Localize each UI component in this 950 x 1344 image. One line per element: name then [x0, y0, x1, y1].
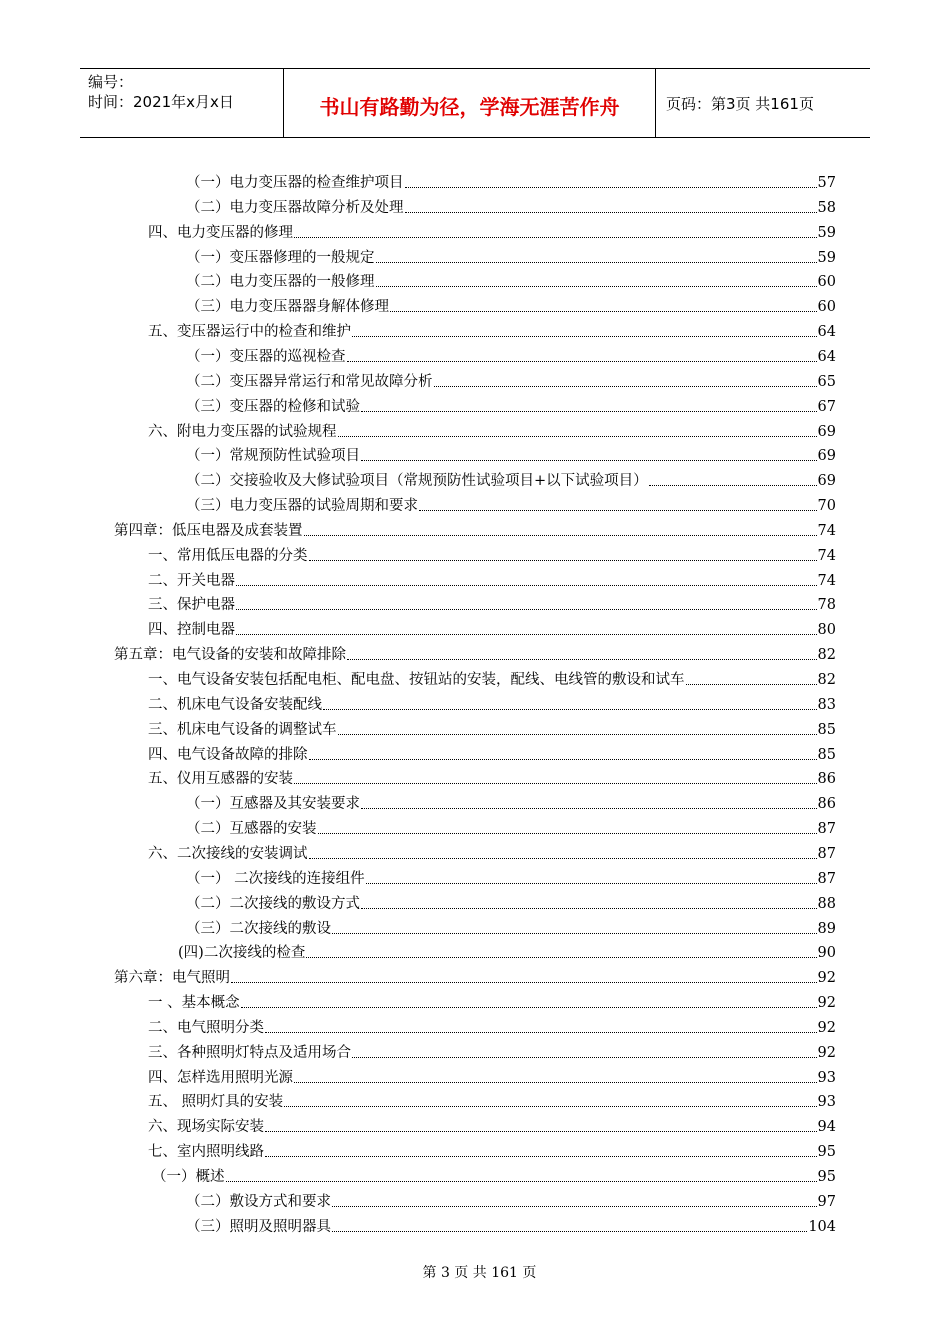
toc-entry-page: 74: [817, 547, 836, 564]
toc-dot-leader: [352, 335, 817, 337]
toc-entry[interactable]: [148, 1063, 836, 1087]
toc-entry[interactable]: [114, 640, 836, 664]
toc-entry-page: 83: [817, 696, 836, 713]
toc-dot-leader: [366, 882, 817, 884]
toc-entry-page: 87: [817, 821, 836, 838]
toc-dot-leader: [265, 1031, 817, 1033]
toc-entry-page: 82: [817, 672, 836, 688]
toc-entry-page: 59: [817, 224, 836, 241]
toc-entry-title: 第四章：低压电器及成套装置: [114, 522, 303, 539]
toc-entry[interactable]: [148, 218, 836, 242]
page-footer: [0, 1246, 950, 1282]
toc-entry[interactable]: [186, 491, 836, 515]
toc-dot-leader: [236, 584, 817, 586]
toc-entry-title: (四)二次接线的检查: [178, 945, 306, 962]
toc-entry-page: 85: [817, 721, 836, 738]
toc-entry-title: 第五章：电气设备的安装和故障排除: [114, 647, 346, 664]
toc-entry-title: （一）互感器及其安装要求: [186, 796, 360, 813]
toc-entry[interactable]: [186, 1212, 836, 1236]
toc-entry-page: 85: [817, 746, 836, 763]
toc-entry-page: 64: [817, 324, 836, 341]
toc-dot-leader: [284, 1105, 816, 1107]
toc-entry[interactable]: [186, 342, 836, 366]
toc-dot-leader: [338, 733, 817, 735]
toc-entry[interactable]: [186, 168, 836, 192]
toc-dot-leader: [332, 932, 817, 934]
toc-entry-page: 69: [817, 473, 836, 490]
toc-entry-title: （三）照明及照明器具: [186, 1218, 331, 1235]
toc-dot-leader: [347, 360, 817, 362]
toc-dot-leader: [361, 907, 817, 909]
toc-entry-page: 82: [817, 647, 836, 664]
toc-entry-page: 87: [817, 845, 836, 862]
toc-entry[interactable]: [186, 889, 836, 913]
toc-dot-leader: [231, 981, 817, 983]
header-info-cell: [80, 69, 284, 137]
toc-entry[interactable]: [186, 814, 836, 838]
toc-dot-leader: [361, 807, 817, 809]
toc-entry-title: 一、电气设备安装包括配电柜、配电盘、按钮站的安装，配线、电线管的敷设和试车: [148, 672, 685, 688]
toc-entry[interactable]: [148, 317, 836, 341]
date-line: 时间：2021年x月x日: [88, 93, 234, 111]
toc-entry[interactable]: [186, 466, 836, 490]
toc-entry-page: 94: [817, 1119, 836, 1136]
toc-entry-title: 四、电气设备故障的排除: [148, 746, 308, 763]
toc-entry-title: 二、开关电器: [148, 572, 235, 589]
toc-entry-title: 七、室内照明线路: [148, 1144, 264, 1161]
toc-dot-leader: [306, 956, 816, 958]
toc-entry-title: 四、控制电器: [148, 622, 235, 639]
toc-dot-leader: [376, 285, 817, 287]
toc-entry[interactable]: [114, 516, 836, 540]
toc-entry[interactable]: [148, 988, 836, 1012]
toc-dot-leader: [361, 410, 817, 412]
toc-entry-page: 74: [817, 572, 836, 589]
toc-entry-title: （二）交接验收及大修试验项目（常规预防性试验项目+以下试验项目）: [186, 473, 648, 490]
toc-entry[interactable]: [148, 764, 836, 788]
toc-entry[interactable]: [148, 665, 836, 689]
toc-entry-page: 78: [817, 597, 836, 614]
toc-entry-page: 93: [817, 1094, 836, 1111]
toc-entry-title: 一 、基本概念: [148, 995, 240, 1012]
toc-entry[interactable]: [114, 963, 836, 987]
toc-entry[interactable]: [148, 417, 836, 441]
toc-entry[interactable]: [148, 1087, 836, 1111]
toc-entry-page: 95: [817, 1169, 836, 1185]
toc-entry-title: 三、各种照明灯特点及适用场合: [148, 1044, 351, 1061]
toc-entry-title: （二）敷设方式和要求: [186, 1193, 331, 1210]
toc-entry-title: （三）电力变压器器身解体修理: [186, 299, 389, 316]
motto-text: 书山有路勤为径，学海无涯苦作舟: [319, 95, 620, 119]
toc-dot-leader: [304, 534, 817, 536]
toc-entry-page: 104: [808, 1218, 836, 1235]
toc-entry-page: 69: [817, 448, 836, 465]
toc-entry-title: （二）电力变压器故障分析及处理: [186, 199, 404, 216]
toc-entry[interactable]: [186, 864, 836, 888]
toc-entry-page: 92: [817, 995, 836, 1012]
toc-dot-leader: [294, 782, 817, 784]
toc-entry-page: 59: [817, 249, 836, 266]
toc-entry-title: 六、现场实际安装: [148, 1119, 264, 1136]
serial-number-label: 编号：: [88, 73, 134, 91]
toc-dot-leader: [376, 261, 817, 263]
toc-entry[interactable]: [186, 441, 836, 465]
toc-entry-title: 五、变压器运行中的检查和维护: [148, 324, 351, 341]
toc-entry-page: 97: [817, 1193, 836, 1210]
toc-entry[interactable]: [148, 715, 836, 739]
toc-entry-page: 90: [817, 945, 836, 962]
toc-dot-leader: [332, 1205, 817, 1207]
toc-entry-page: 64: [817, 348, 836, 365]
toc-entry[interactable]: [148, 615, 836, 639]
toc-entry-page: 86: [817, 771, 836, 788]
toc-dot-leader: [419, 509, 817, 511]
toc-dot-leader: [265, 1155, 817, 1157]
toc-entry-page: 57: [817, 175, 836, 191]
toc-entry-title: （三）二次接线的敷设: [186, 920, 331, 937]
page-header: [80, 68, 870, 138]
toc-dot-leader: [649, 484, 817, 486]
toc-entry-title: 一、常用低压电器的分类: [148, 547, 308, 564]
toc-entry-page: 80: [817, 622, 836, 639]
toc-entry-title: （一） 二次接线的连接组件: [186, 870, 365, 887]
toc-dot-leader: [332, 1230, 807, 1232]
toc-dot-leader: [309, 857, 817, 859]
toc-entry-title: 四、电力变压器的修理: [148, 224, 293, 241]
toc-dot-leader: [309, 758, 817, 760]
toc-dot-leader: [347, 658, 817, 660]
toc-entry-title: 三、机床电气设备的调整试车: [148, 721, 337, 738]
toc-entry-title: 四、怎样选用照明光源: [148, 1069, 293, 1086]
toc-dot-leader: [318, 832, 817, 834]
toc-entry-page: 88: [817, 895, 836, 912]
toc-entry-title: 二、电气照明分类: [148, 1019, 264, 1036]
toc-entry[interactable]: [148, 541, 836, 565]
toc-entry[interactable]: [148, 740, 836, 764]
toc-dot-leader: [405, 211, 817, 213]
toc-dot-leader: [390, 310, 817, 312]
toc-entry-page: 74: [817, 522, 836, 539]
toc-dot-leader: [265, 1130, 817, 1132]
toc-entry[interactable]: [178, 938, 836, 962]
toc-entry-page: 58: [817, 199, 836, 216]
toc-entry-title: （二）变压器异常运行和常见故障分析: [186, 373, 433, 390]
toc-entry-page: 87: [817, 870, 836, 887]
toc-entry-title: （二）互感器的安装: [186, 821, 317, 838]
toc-entry-page: 93: [817, 1069, 836, 1086]
toc-entry-title: （一）电力变压器的检查维护项目: [186, 175, 404, 191]
toc-entry-title: 三、保护电器: [148, 597, 235, 614]
header-motto-cell: [284, 69, 656, 137]
toc-entry[interactable]: [148, 839, 836, 863]
toc-entry[interactable]: [148, 1137, 836, 1161]
page-info: 页码：第3页 共161页: [666, 95, 814, 113]
toc-dot-leader: [323, 708, 817, 710]
toc-dot-leader: [241, 1006, 817, 1008]
toc-entry[interactable]: [148, 1038, 836, 1062]
toc-dot-leader: [434, 385, 817, 387]
toc-entry-title: 第六章：电气照明: [114, 970, 230, 987]
toc-entry[interactable]: [186, 193, 836, 217]
toc-entry[interactable]: [186, 1187, 836, 1211]
toc-entry[interactable]: [148, 566, 836, 590]
toc-entry-page: 67: [817, 398, 836, 415]
toc-entry-page: 92: [817, 1019, 836, 1036]
toc-entry-title: 六、附电力变压器的试验规程: [148, 423, 337, 440]
toc-entry-title: （一）概述: [152, 1169, 225, 1185]
toc-dot-leader: [309, 559, 817, 561]
toc-entry-page: 69: [817, 423, 836, 440]
toc-entry-page: 86: [817, 796, 836, 813]
toc-dot-leader: [686, 683, 817, 685]
toc-entry[interactable]: [186, 914, 836, 938]
toc-entry[interactable]: [186, 292, 836, 316]
toc-dot-leader: [236, 608, 817, 610]
toc-entry-page: 89: [817, 920, 836, 937]
toc-entry-title: （一）常规预防性试验项目: [186, 448, 360, 465]
toc-entry[interactable]: [186, 392, 836, 416]
toc-entry-title: （二）二次接线的敷设方式: [186, 895, 360, 912]
toc-entry-title: （三）变压器的检修和试验: [186, 398, 360, 415]
toc-dot-leader: [226, 1180, 817, 1182]
toc-dot-leader: [236, 633, 817, 635]
toc-entry[interactable]: [186, 367, 836, 391]
toc-dot-leader: [338, 435, 817, 437]
toc-entry[interactable]: [186, 243, 836, 267]
toc-entry-page: 65: [817, 373, 836, 390]
toc-entry-title: 六、二次接线的安装调试: [148, 845, 308, 862]
footer-page-number: 第 3 页 共 161 页: [422, 1265, 537, 1281]
toc-dot-leader: [405, 186, 817, 188]
toc-entry-title: （一）变压器修理的一般规定: [186, 249, 375, 266]
toc-entry-page: 60: [817, 274, 836, 291]
header-page-cell: [656, 69, 870, 137]
toc-dot-leader: [352, 1056, 817, 1058]
toc-entry[interactable]: [148, 690, 836, 714]
toc-entry[interactable]: [186, 789, 836, 813]
toc-entry[interactable]: [152, 1162, 836, 1186]
toc-dot-leader: [361, 459, 817, 461]
toc-entry-title: （一）变压器的巡视检查: [186, 348, 346, 365]
toc-entry-page: 95: [817, 1144, 836, 1161]
toc-entry-title: （三）电力变压器的试验周期和要求: [186, 498, 418, 515]
toc-dot-leader: [294, 236, 817, 238]
toc-entry-page: 60: [817, 299, 836, 316]
toc-entry-title: （二）电力变压器的一般修理: [186, 274, 375, 291]
toc-dot-leader: [294, 1081, 817, 1083]
toc-entry[interactable]: [148, 1112, 836, 1136]
toc-entry-title: 二、机床电气设备安装配线: [148, 696, 322, 713]
toc-entry[interactable]: [186, 267, 836, 291]
toc-entry-title: 五、仪用互感器的安装: [148, 771, 293, 788]
toc-entry[interactable]: [148, 1013, 836, 1037]
toc-entry-title: 五、 照明灯具的安装: [148, 1094, 284, 1111]
toc-entry[interactable]: [148, 590, 836, 614]
toc-entry-page: 92: [817, 970, 836, 987]
toc-entry-page: 70: [817, 498, 836, 515]
toc-entry-page: 92: [817, 1044, 836, 1061]
